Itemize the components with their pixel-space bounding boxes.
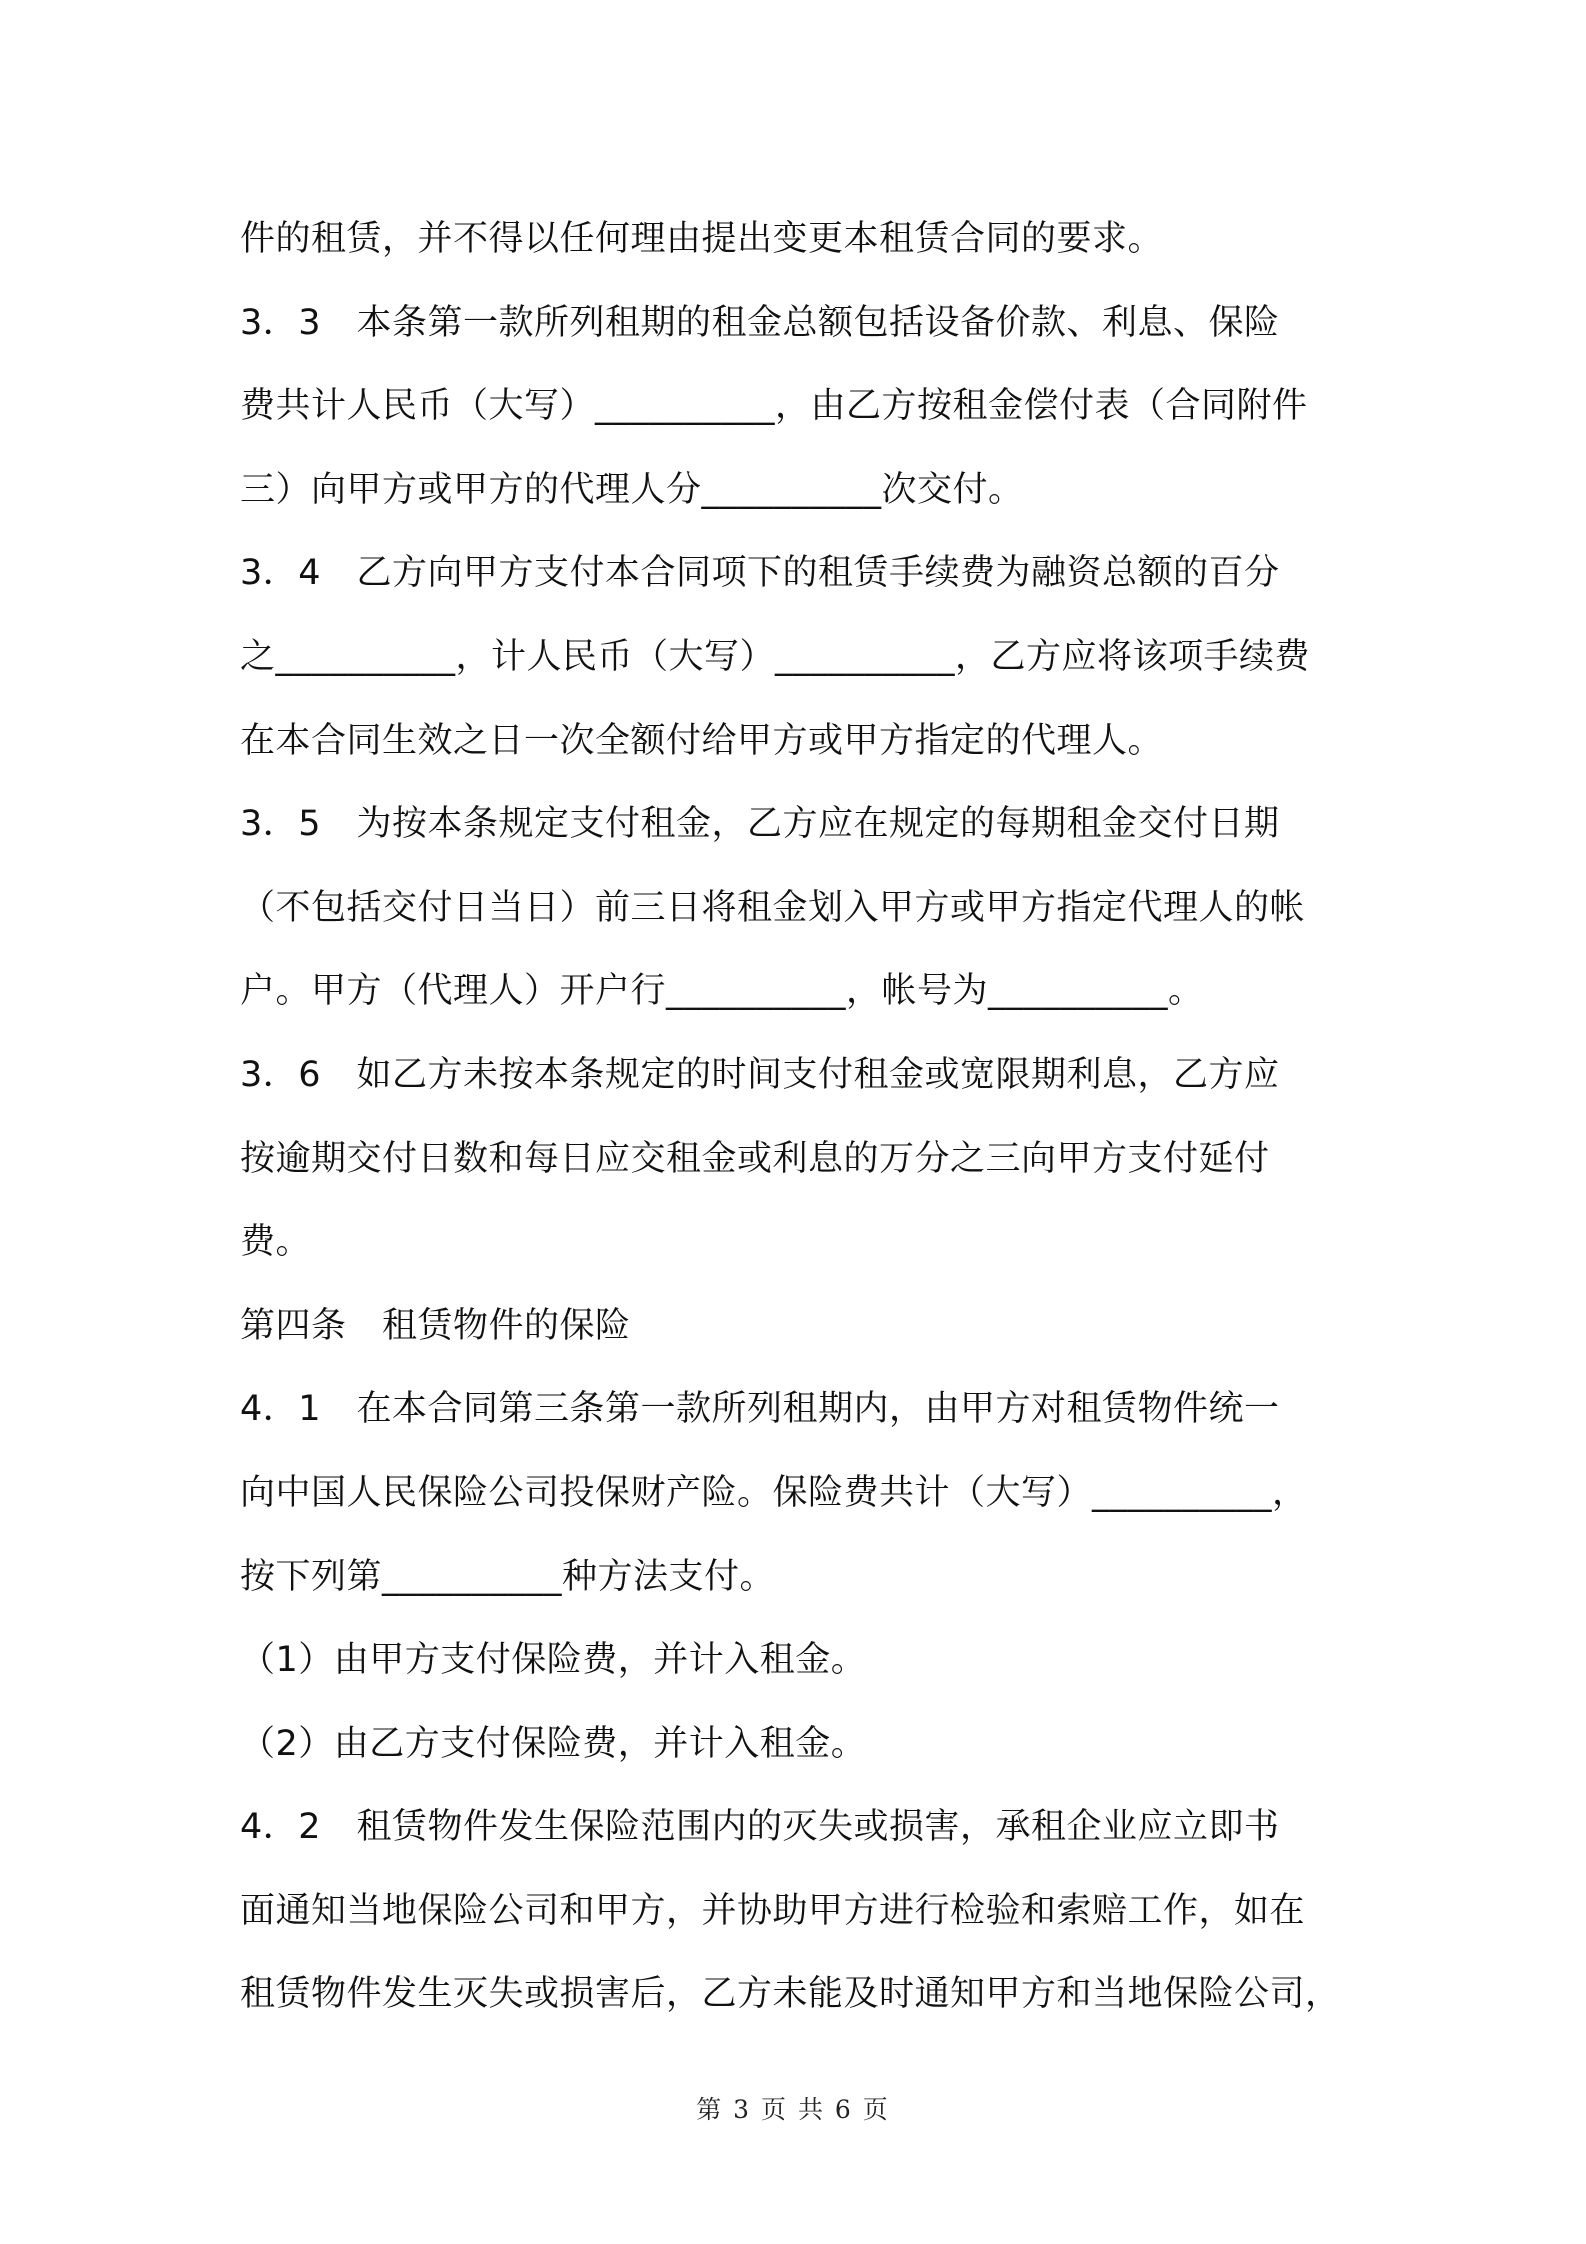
text-line: 件的租赁，并不得以任何理由提出变更本租赁合同的要求。 xyxy=(240,219,1164,259)
clause-3-3-line: 3．3 本条第一款所列租期的租金总额包括设备价款、利息、保险 xyxy=(240,302,1280,343)
document-body xyxy=(240,198,1360,2037)
text-line: 三）向甲方或甲方的代理人分__________次交付。 xyxy=(240,469,1024,510)
text-line: （不包括交付日当日）前三日将租金划入甲方或甲方指定代理人的帐 xyxy=(240,887,1306,928)
text-line: 户。甲方（代理人）开户行__________，帐号为__________。 xyxy=(240,971,1204,1012)
clause-3-5-line: 3．5 为按本条规定支付租金，乙方应在规定的每期租金交付日期 xyxy=(240,804,1280,845)
page-number-footer: 第 3 页 共 6 页 xyxy=(696,2095,890,2124)
clause-3-4-line: 3．4 乙方向甲方支付本合同项下的租赁手续费为融资总额的百分 xyxy=(240,553,1280,594)
text-line: 租赁物件发生灭失或损害后，乙方未能及时通知甲方和当地保险公司， xyxy=(240,1974,1341,2015)
option-1-line: （1）由甲方支付保险费，并计入租金。 xyxy=(240,1640,867,1681)
text-line: 之__________，计人民币（大写）__________，乙方应将该项手续费 xyxy=(240,636,1311,677)
text-line: 费共计人民币（大写）__________，由乙方按租金偿付表（合同附件 xyxy=(240,386,1308,427)
text-line: 费。 xyxy=(240,1222,312,1263)
text-line: 向中国人民保险公司投保财产险。保险费共计（大写）__________， xyxy=(240,1472,1308,1513)
text-line: 面通知当地保险公司和甲方，并协助甲方进行检验和索赔工作，如在 xyxy=(240,1890,1306,1931)
text-line: 在本合同生效之日一次全额付给甲方或甲方指定的代理人。 xyxy=(240,720,1164,761)
clause-3-6-line: 3．6 如乙方未按本条规定的时间支付租金或宽限期利息，乙方应 xyxy=(240,1054,1280,1095)
clause-4-1-line: 4．1 在本合同第三条第一款所列租期内，由甲方对租赁物件统一 xyxy=(240,1389,1280,1430)
option-2-line: （2）由乙方支付保险费，并计入租金。 xyxy=(240,1723,867,1764)
clause-4-2-line: 4．2 租赁物件发生保险范围内的灭失或损害，承租企业应立即书 xyxy=(240,1807,1280,1848)
text-line: 按下列第__________种方法支付。 xyxy=(240,1556,776,1597)
article-4-heading: 第四条 租赁物件的保险 xyxy=(240,1305,631,1346)
text-line: 按逾期交付日数和每日应交租金或利息的万分之三向甲方支付延付 xyxy=(240,1138,1270,1179)
